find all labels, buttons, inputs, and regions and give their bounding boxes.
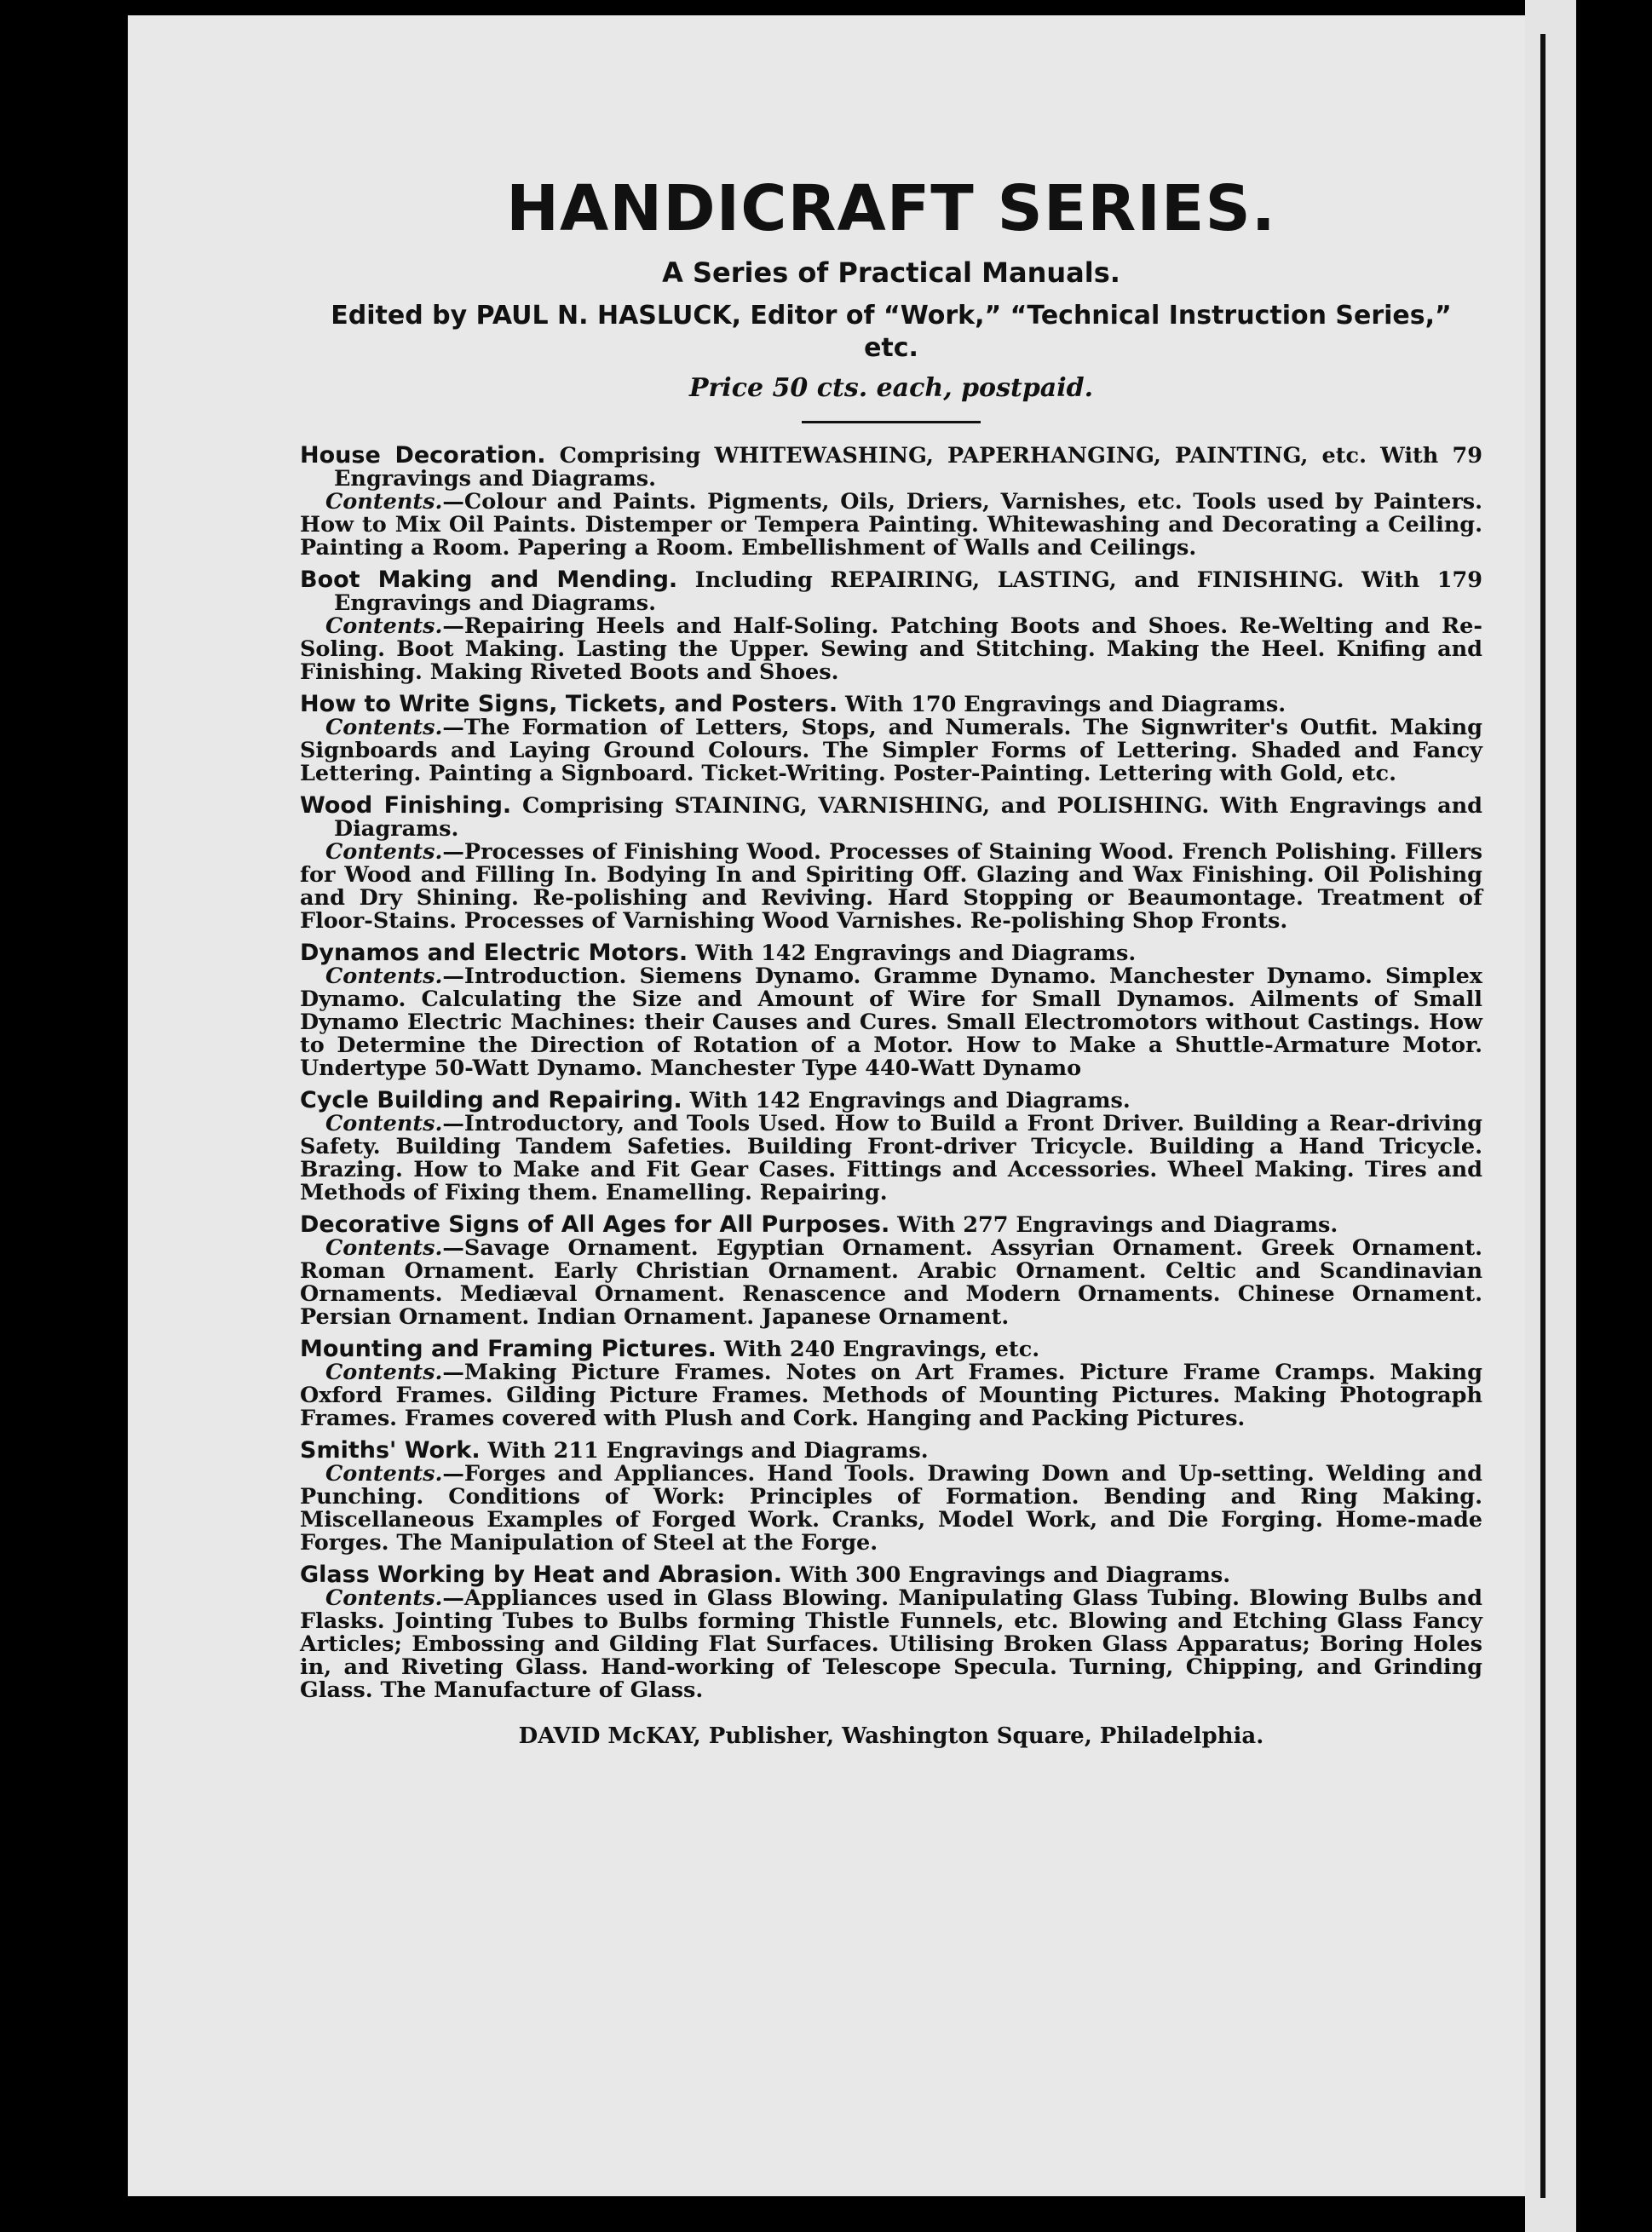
list-item (300, 568, 1482, 684)
contents-label: Contents. (325, 839, 443, 865)
entry-description: With 142 Engravings and Diagrams. (695, 941, 1137, 966)
list-item (300, 1213, 1482, 1329)
page-subtitle: A Series of Practical Manuals. (662, 256, 1120, 289)
entry-title: How to Write Signs, Tickets, and Posters. (300, 691, 838, 717)
entry-contents: —Forges and Appliances. Hand Tools. Drawing Down and Up-setting. Welding and Punching. Conditions of Work: Principles of Formation. Bending and Ring Making. Miscellaneous Examples of Forged Work. Cranks, Model Work, and Die Forging. Home-made Forges. The Manipulation of Steel at the Forge. (300, 1461, 1482, 1556)
entry-description: With 211 Engravings and Diagrams. (487, 1438, 929, 1464)
entry-description: With 240 Engravings, etc. (723, 1337, 1040, 1362)
publisher-line: DAVID McKAY, Publisher, Washington Square, Philadelphia. (518, 1723, 1264, 1749)
list-item (300, 444, 1482, 560)
entry-contents: —Introductory, and Tools Used. How to Build a Front Driver. Building a Rear-driving Safety. Building Tandem Safeties. Building Front-driver Tricycle. Building a Hand Tricycle. Brazing. How to Make and Fit Gear Cases. Fittings and Accessories. Wheel Making. Tires and Methods of Fixing them. Enamelling. Repairing. (300, 1111, 1482, 1205)
entry-description: With 300 Engravings and Diagrams. (789, 1562, 1231, 1588)
entry-title: Dynamos and Electric Motors. (300, 940, 688, 966)
contents-label: Contents. (325, 1461, 443, 1487)
entry-title: Cycle Building and Repairing. (300, 1087, 682, 1113)
entry-title: Mounting and Framing Pictures. (300, 1336, 717, 1362)
contents-label: Contents. (325, 1360, 443, 1385)
entry-title: Wood Finishing. (300, 792, 512, 819)
list-item (300, 794, 1482, 933)
editor-line: Edited by PAUL N. HASLUCK, Editor of “Work,” “Technical Instruction Series,” etc. (331, 301, 1452, 363)
adjacent-page-edge (1525, 0, 1576, 2232)
price-line: Price 50 cts. each, postpaid. (688, 373, 1094, 403)
entry-title: Smiths' Work. (300, 1437, 481, 1464)
list-item (300, 1337, 1482, 1430)
list-item (300, 941, 1482, 1080)
entry-title: Glass Working by Heat and Abrasion. (300, 1562, 783, 1588)
manual-list (300, 444, 1482, 1702)
entry-contents: —Savage Ornament. Egyptian Ornament. Assyrian Ornament. Greek Ornament. Roman Ornament. Early Christian Ornament. Arabic Ornament. Celtic and Scandinavian Ornaments. Mediæval Ornament. Renascence and Modern Ornaments. Chinese Ornament. Persian Ornament. Indian Ornament. Japanese Ornament. (300, 1235, 1482, 1330)
contents-label: Contents. (325, 1235, 443, 1261)
page-title: HANDICRAFT SERIES. (506, 172, 1276, 245)
entry-description: With 170 Engravings and Diagrams. (845, 692, 1286, 717)
contents-label: Contents. (325, 1111, 443, 1136)
entry-contents: —Introduction. Siemens Dynamo. Gramme Dynamo. Manchester Dynamo. Simplex Dynamo. Calculating the Size and Amount of Wire for Small Dynamos. Ailments of Small Dynamo Electric Machines: their Causes and Cures. Small Electromotors without Castings. How to Determine the Direction of Rotation of a Motor. How to Make a Shuttle-Armature Motor. Undertype 50-Watt Dynamo. Manchester Type 440-Watt Dynamo (300, 964, 1482, 1081)
page-content (300, 170, 1482, 1750)
entry-description: Including REPAIRING, LASTING, and FINISHING. With 179 Engravings and Diagrams. (334, 567, 1482, 616)
entry-contents: —Making Picture Frames. Notes on Art Frames. Picture Frame Cramps. Making Oxford Frames. Gilding Picture Frames. Methods of Mounting Pictures. Making Photograph Frames. Frames covered with Plush and Cork. Hanging and Packing Pictures. (300, 1360, 1482, 1431)
list-item (300, 1439, 1482, 1555)
entry-contents: —Colour and Paints. Pigments, Oils, Driers, Varnishes, etc. Tools used by Painters. How to Mix Oil Paints. Distemper or Tempera Painting. Whitewashing and Decorating a Ceiling. Painting a Room. Papering a Room. Embellishment of Walls and Ceilings. (300, 489, 1482, 561)
entry-contents: —The Formation of Letters, Stops, and Numerals. The Signwriter's Outfit. Making Signboards and Laying Ground Colours. The Simpler Forms of Lettering. Shaded and Fancy Lettering. Painting a Signboard. Ticket-Writing. Poster-Painting. Lettering with Gold, etc. (300, 715, 1482, 786)
entry-title: Decorative Signs of All Ages for All Purposes. (300, 1211, 890, 1238)
contents-label: Contents. (325, 489, 443, 515)
entry-description: Comprising STAINING, VARNISHING, and POLISHING. With Engravings and Diagrams. (334, 793, 1482, 842)
entry-contents: —Repairing Heels and Half-Soling. Patching Boots and Shoes. Re-Welting and Re-Soling. Boot Making. Lasting the Upper. Sewing and Stitching. Making the Heel. Knifing and Finishing. Making Riveted Boots and Shoes. (300, 613, 1482, 685)
entry-description: Comprising WHITEWASHING, PAPERHANGING, PAINTING, etc. With 79 Engravings and Diagrams. (334, 443, 1482, 492)
list-item (300, 1563, 1482, 1702)
entry-contents: —Appliances used in Glass Blowing. Manipulating Glass Tubing. Blowing Bulbs and Flasks. Jointing Tubes to Bulbs forming Thistle Funnels, etc. Blowing and Etching Glass Fancy Articles; Embossing and Gilding Flat Surfaces. Utilising Broken Glass Apparatus; Boring Holes in, and Riveting Glass. Hand-working of Telescope Specula. Turning, Chipping, and Grinding Glass. The Manufacture of Glass. (300, 1585, 1482, 1703)
entry-description: With 277 Engravings and Diagrams. (897, 1212, 1338, 1238)
list-item (300, 693, 1482, 785)
list-item (300, 1089, 1482, 1205)
binding-line (1540, 34, 1546, 2198)
entry-title: House Decoration. (300, 442, 546, 469)
entry-description: With 142 Engravings and Diagrams. (689, 1088, 1131, 1113)
divider (802, 421, 981, 423)
entry-title: Boot Making and Mending. (300, 567, 678, 593)
contents-label: Contents. (325, 613, 443, 639)
contents-label: Contents. (325, 1585, 443, 1611)
contents-label: Contents. (325, 964, 443, 989)
contents-label: Contents. (325, 715, 443, 740)
entry-contents: —Processes of Finishing Wood. Processes of Staining Wood. French Polishing. Fillers for Wood and Filling In. Bodying In and Spiriting Off. Glazing and Wax Finishing. Oil Polishing and Dry Shining. Re-polishing and Reviving. Hard Stopping or Beaumontage. Treatment of Floor-Stains. Processes of Varnishing Wood Varnishes. Re-polishing Shop Fronts. (300, 839, 1482, 934)
